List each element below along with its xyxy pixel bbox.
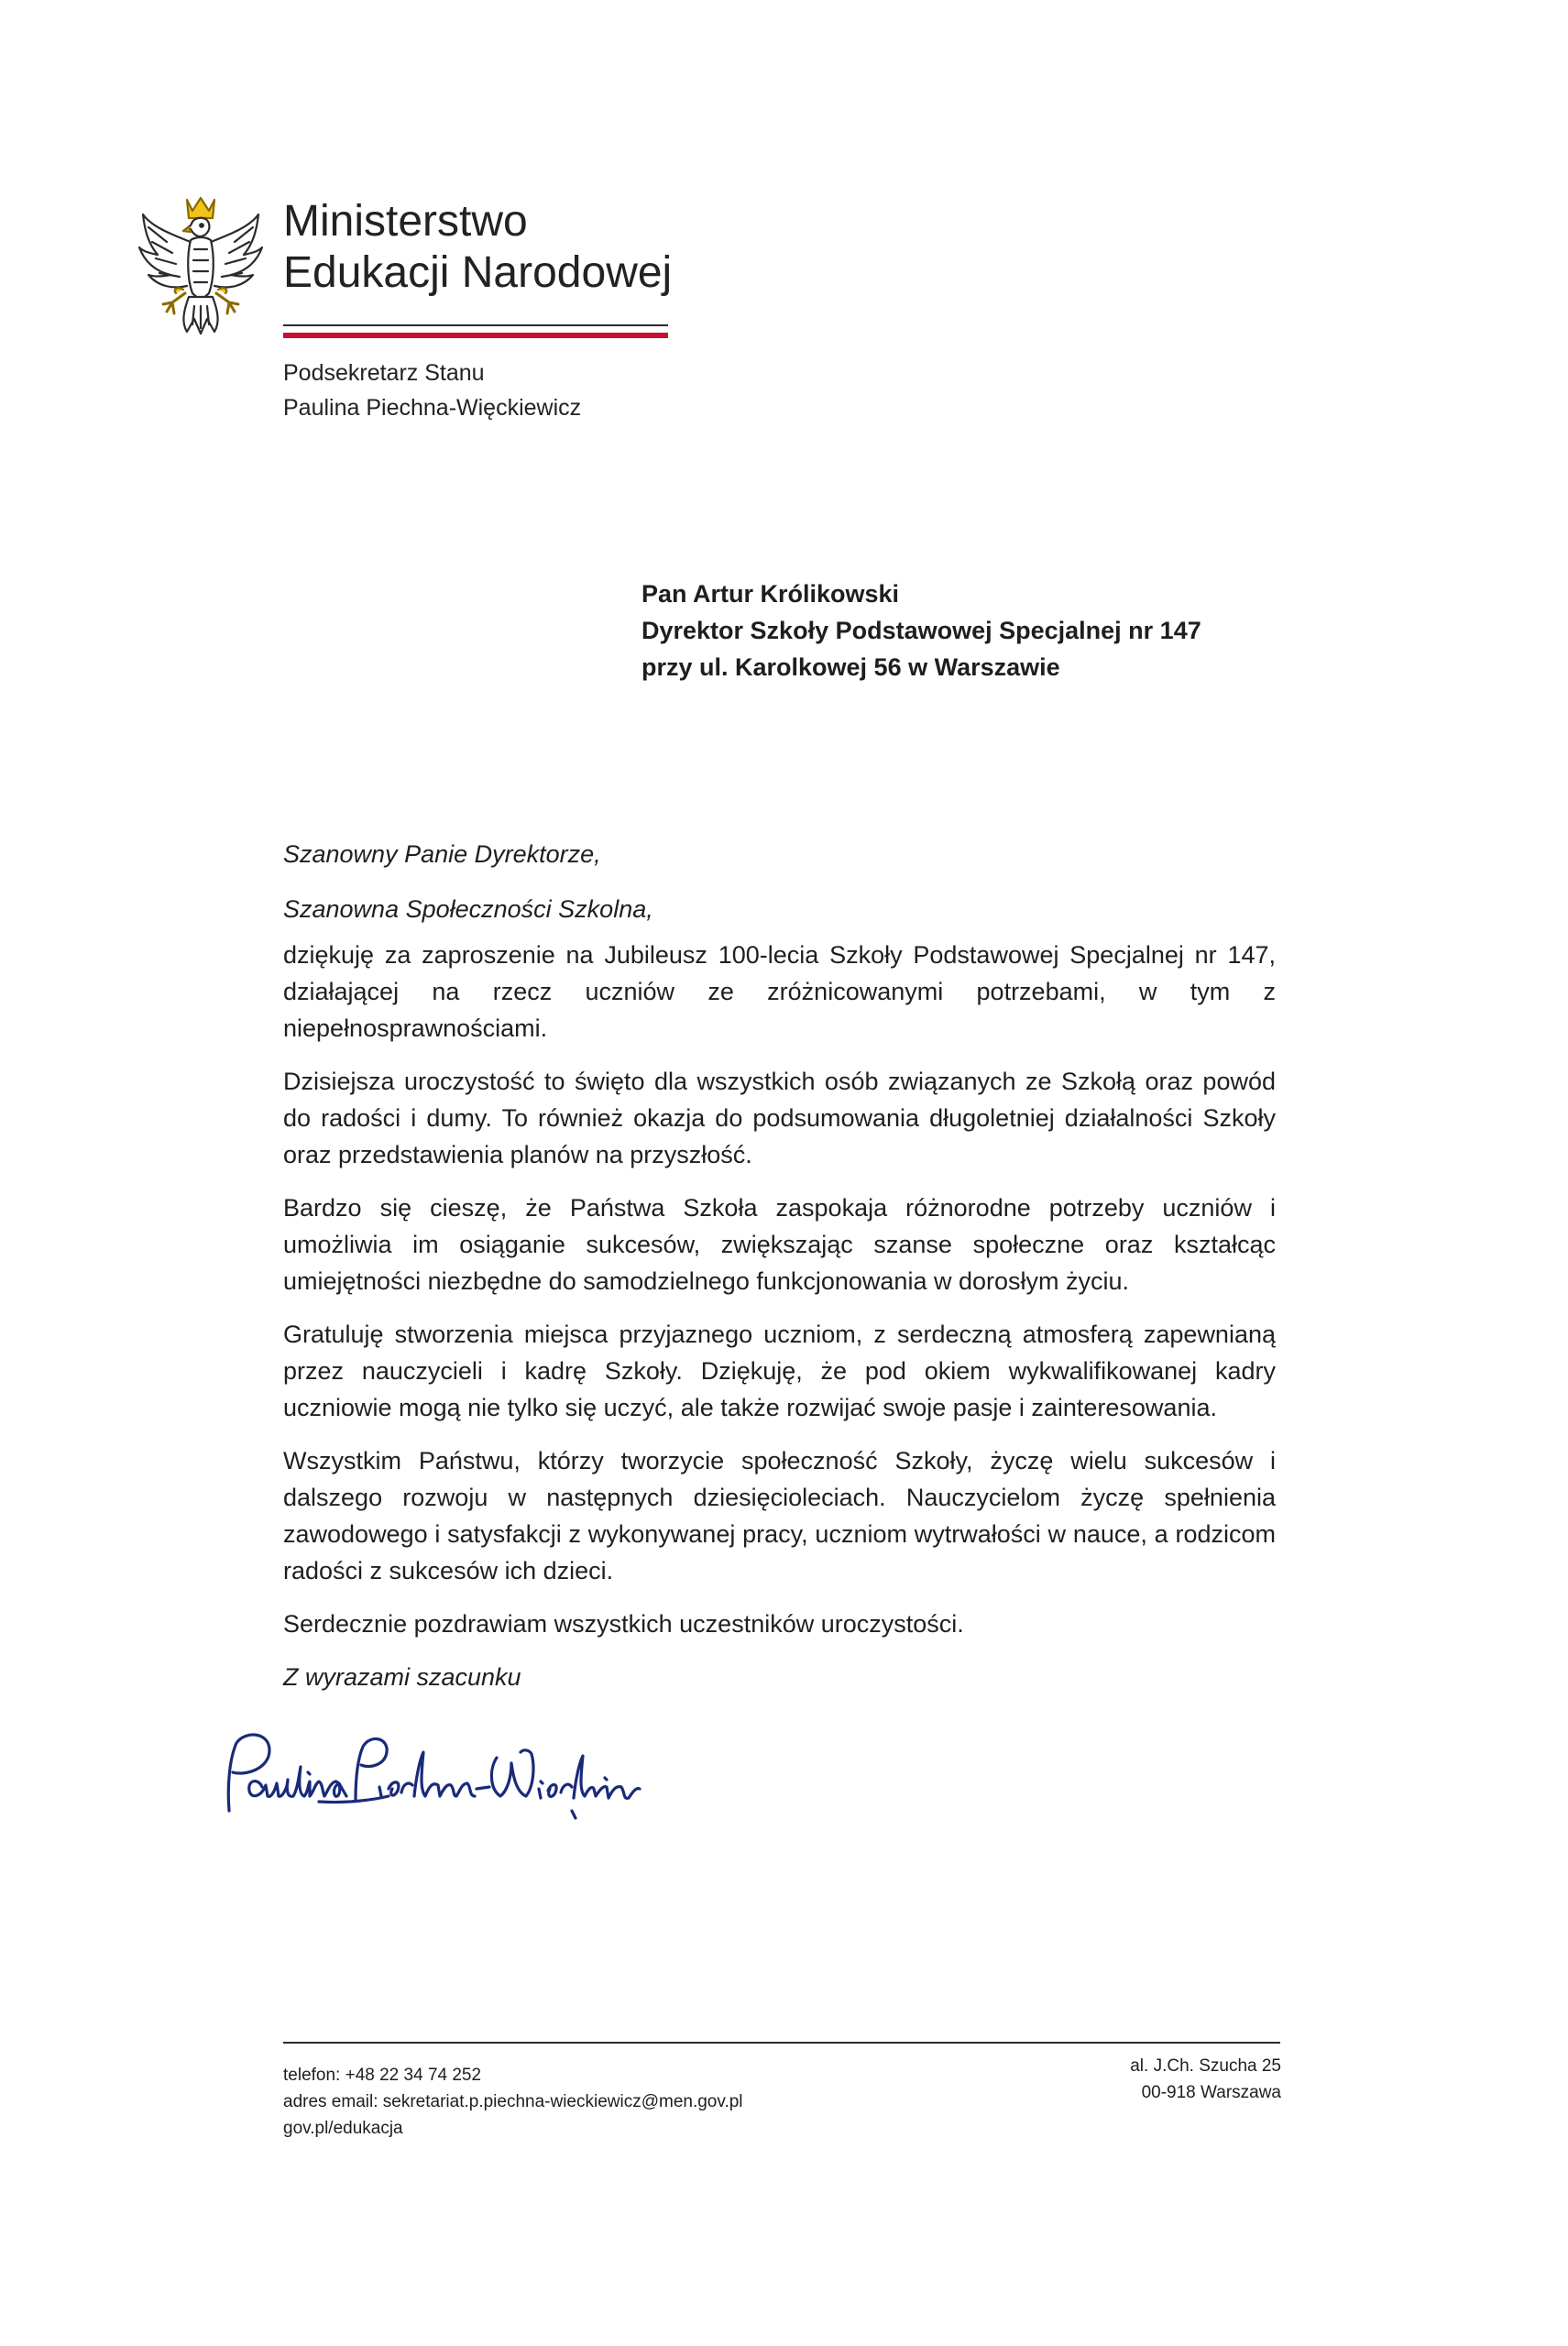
- ministry-name-line2: Edukacji Narodowej: [283, 248, 673, 297]
- footer-email[interactable]: adres email: sekretariat.p.piechna-wieckiewicz@men.gov.pl: [283, 2092, 743, 2111]
- white-eagle-emblem-icon: [136, 191, 266, 337]
- addressee-name: Pan Artur Królikowski: [641, 580, 900, 608]
- body-paragraph: dziękuję za zaproszenie na Jubileusz 100-lecia Szkoły Podstawowej Specjalnej nr 147, działającej na rzecz uczniów ze zróżnicowanymi potrzebami, w tym z niepełnosprawnościami.: [283, 941, 1276, 1042]
- addressee-position: Dyrektor Szkoły Podstawowej Specjalnej nr 147: [641, 617, 1201, 644]
- header-divider: [283, 324, 668, 339]
- sender-name: Paulina Piechna-Więckiewicz: [283, 395, 582, 421]
- salutation-community: Szanowna Społeczności Szkolna,: [283, 895, 653, 923]
- footer-phone: telefon: +48 22 34 74 252: [283, 2066, 482, 2085]
- addressee-address: przy ul. Karolkowej 56 w Warszawie: [641, 653, 1060, 681]
- body-paragraph: Gratuluję stworzenia miejsca przyjaznego uczniom, z serdeczną atmosferą zapewnianą przez nauczycieli i kadrę Szkoły. Dziękuję, że pod okiem wykwalifikowanej kadry uczniowie mogą nie tylko się uczyć, ale także rozwijać swoje pasje i zainteresowania.: [283, 1321, 1276, 1421]
- body-paragraph: Wszystkim Państwu, którzy tworzycie społeczność Szkoły, życzę wielu sukcesów i dalszego rozwoju w następnych dziesięcioleciach. Nauczycielom życzę spełnienia zawodowego i satysfakcji z wykonywanej pracy, uczniom wytrwałości w nauce, a rodzicom radości z sukcesów ich dzieci.: [283, 1447, 1276, 1584]
- footer-address-city: 00-918 Warszawa: [1141, 2083, 1281, 2102]
- sender-title: Podsekretarz Stanu: [283, 360, 485, 386]
- header-divider-red: [283, 333, 668, 338]
- addressee-block: [641, 576, 1201, 685]
- footer-address-street: al. J.Ch. Szucha 25: [1130, 2056, 1281, 2076]
- footer-address: [1081, 2053, 1281, 2106]
- closing-phrase: Z wyrazami szacunku: [283, 1663, 521, 1691]
- footer-divider: [283, 2042, 1280, 2044]
- header-divider-thin: [283, 324, 668, 326]
- ministry-name: [283, 196, 672, 299]
- letter-body: [283, 836, 1276, 1695]
- footer-contact: [283, 2062, 743, 2142]
- body-paragraph: Dzisiejsza uroczystość to święto dla wszystkich osób związanych ze Szkołą oraz powód do radości i dumy. To również okazja do podsumowania długoletniej działalności Szkoły oraz przedstawienia planów na przyszłość.: [283, 1068, 1276, 1168]
- body-paragraph: Serdecznie pozdrawiam wszystkich uczestników uroczystości.: [283, 1610, 964, 1638]
- salutation-director: Szanowny Panie Dyrektorze,: [283, 840, 601, 868]
- sender-block: [283, 356, 581, 425]
- handwritten-signature: [209, 1723, 649, 1824]
- footer-website[interactable]: gov.pl/edukacja: [283, 2119, 403, 2138]
- ministry-name-line1: Ministerstwo: [283, 197, 528, 246]
- body-paragraph: Bardzo się cieszę, że Państwa Szkoła zaspokaja różnorodne potrzeby uczniów i umożliwia im osiąganie sukcesów, zwiększając szanse społeczne oraz kształcąc umiejętności niezbędne do samodzielnego funkcjonowania w dorosłym życiu.: [283, 1194, 1276, 1295]
